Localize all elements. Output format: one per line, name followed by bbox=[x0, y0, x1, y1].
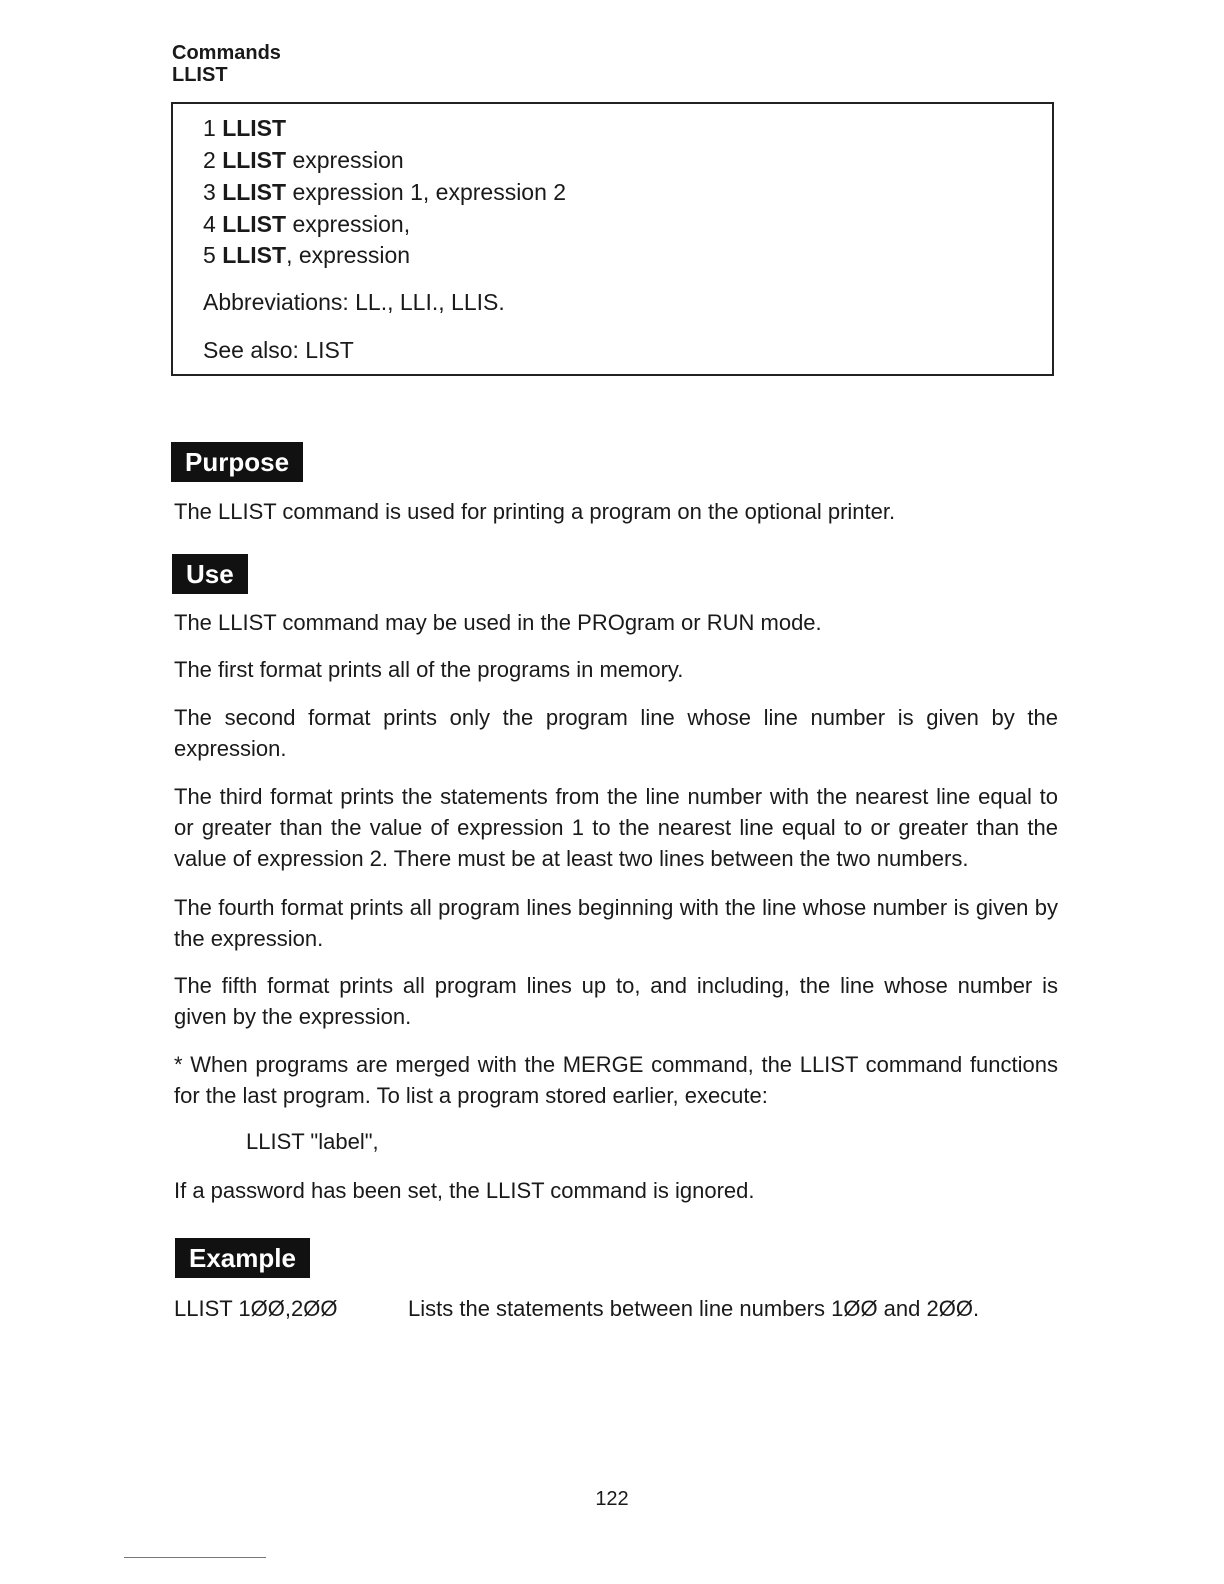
purpose-heading: Purpose bbox=[171, 442, 303, 482]
abbreviations: Abbreviations: LL., LLI., LLIS. bbox=[203, 289, 505, 315]
example-command: LLIST 1ØØ,2ØØ bbox=[174, 1296, 338, 1321]
password-note: If a password has been set, the LLIST command is ignored. bbox=[174, 1178, 755, 1203]
example-description: Lists the statements between line numbers 1ØØ and 2ØØ. bbox=[408, 1296, 980, 1321]
see-also: See also: LIST bbox=[203, 337, 354, 363]
purpose-text: The LLIST command is used for printing a program on the optional printer. bbox=[174, 499, 896, 524]
use-paragraph-3: The second format prints only the program line whose line number is given by the expression. bbox=[174, 705, 1058, 761]
syntax-format-1: 1 LLIST bbox=[203, 115, 287, 141]
syntax-format-2: 2 LLIST expression bbox=[203, 147, 404, 173]
section-header: Commands bbox=[172, 42, 281, 64]
use-paragraph-5: The fourth format prints all program lines beginning with the line whose number is given by the expression. bbox=[174, 895, 1058, 951]
use-paragraph-1: The LLIST command may be used in the PROgram or RUN mode. bbox=[174, 610, 822, 635]
command-header: LLIST bbox=[172, 64, 228, 86]
footer-rule bbox=[124, 1557, 266, 1558]
page-number: 122 bbox=[595, 1488, 629, 1510]
syntax-format-5: 5 LLIST, expression bbox=[203, 242, 411, 268]
syntax-box bbox=[171, 102, 1054, 376]
merge-note: * When programs are merged with the MERGE command, the LLIST command functions for the last program. To list a program stored earlier, execute: bbox=[174, 1052, 1058, 1108]
use-heading: Use bbox=[172, 554, 248, 594]
code-example-label: LLIST "label", bbox=[246, 1129, 379, 1154]
use-paragraph-2: The first format prints all of the programs in memory. bbox=[174, 657, 684, 682]
example-heading: Example bbox=[175, 1238, 310, 1278]
syntax-format-3: 3 LLIST expression 1, expression 2 bbox=[203, 179, 567, 205]
use-paragraph-6: The fifth format prints all program lines up to, and including, the line whose number is given by the expression. bbox=[174, 973, 1058, 1029]
syntax-format-4: 4 LLIST expression, bbox=[203, 211, 411, 237]
use-paragraph-4: The third format prints the statements from the line number with the nearest line equal to or greater than the value of expression 1 to the nearest line equal to or greater than the value of expression 2. There must be at least two lines between the two numbers. bbox=[174, 784, 1058, 871]
